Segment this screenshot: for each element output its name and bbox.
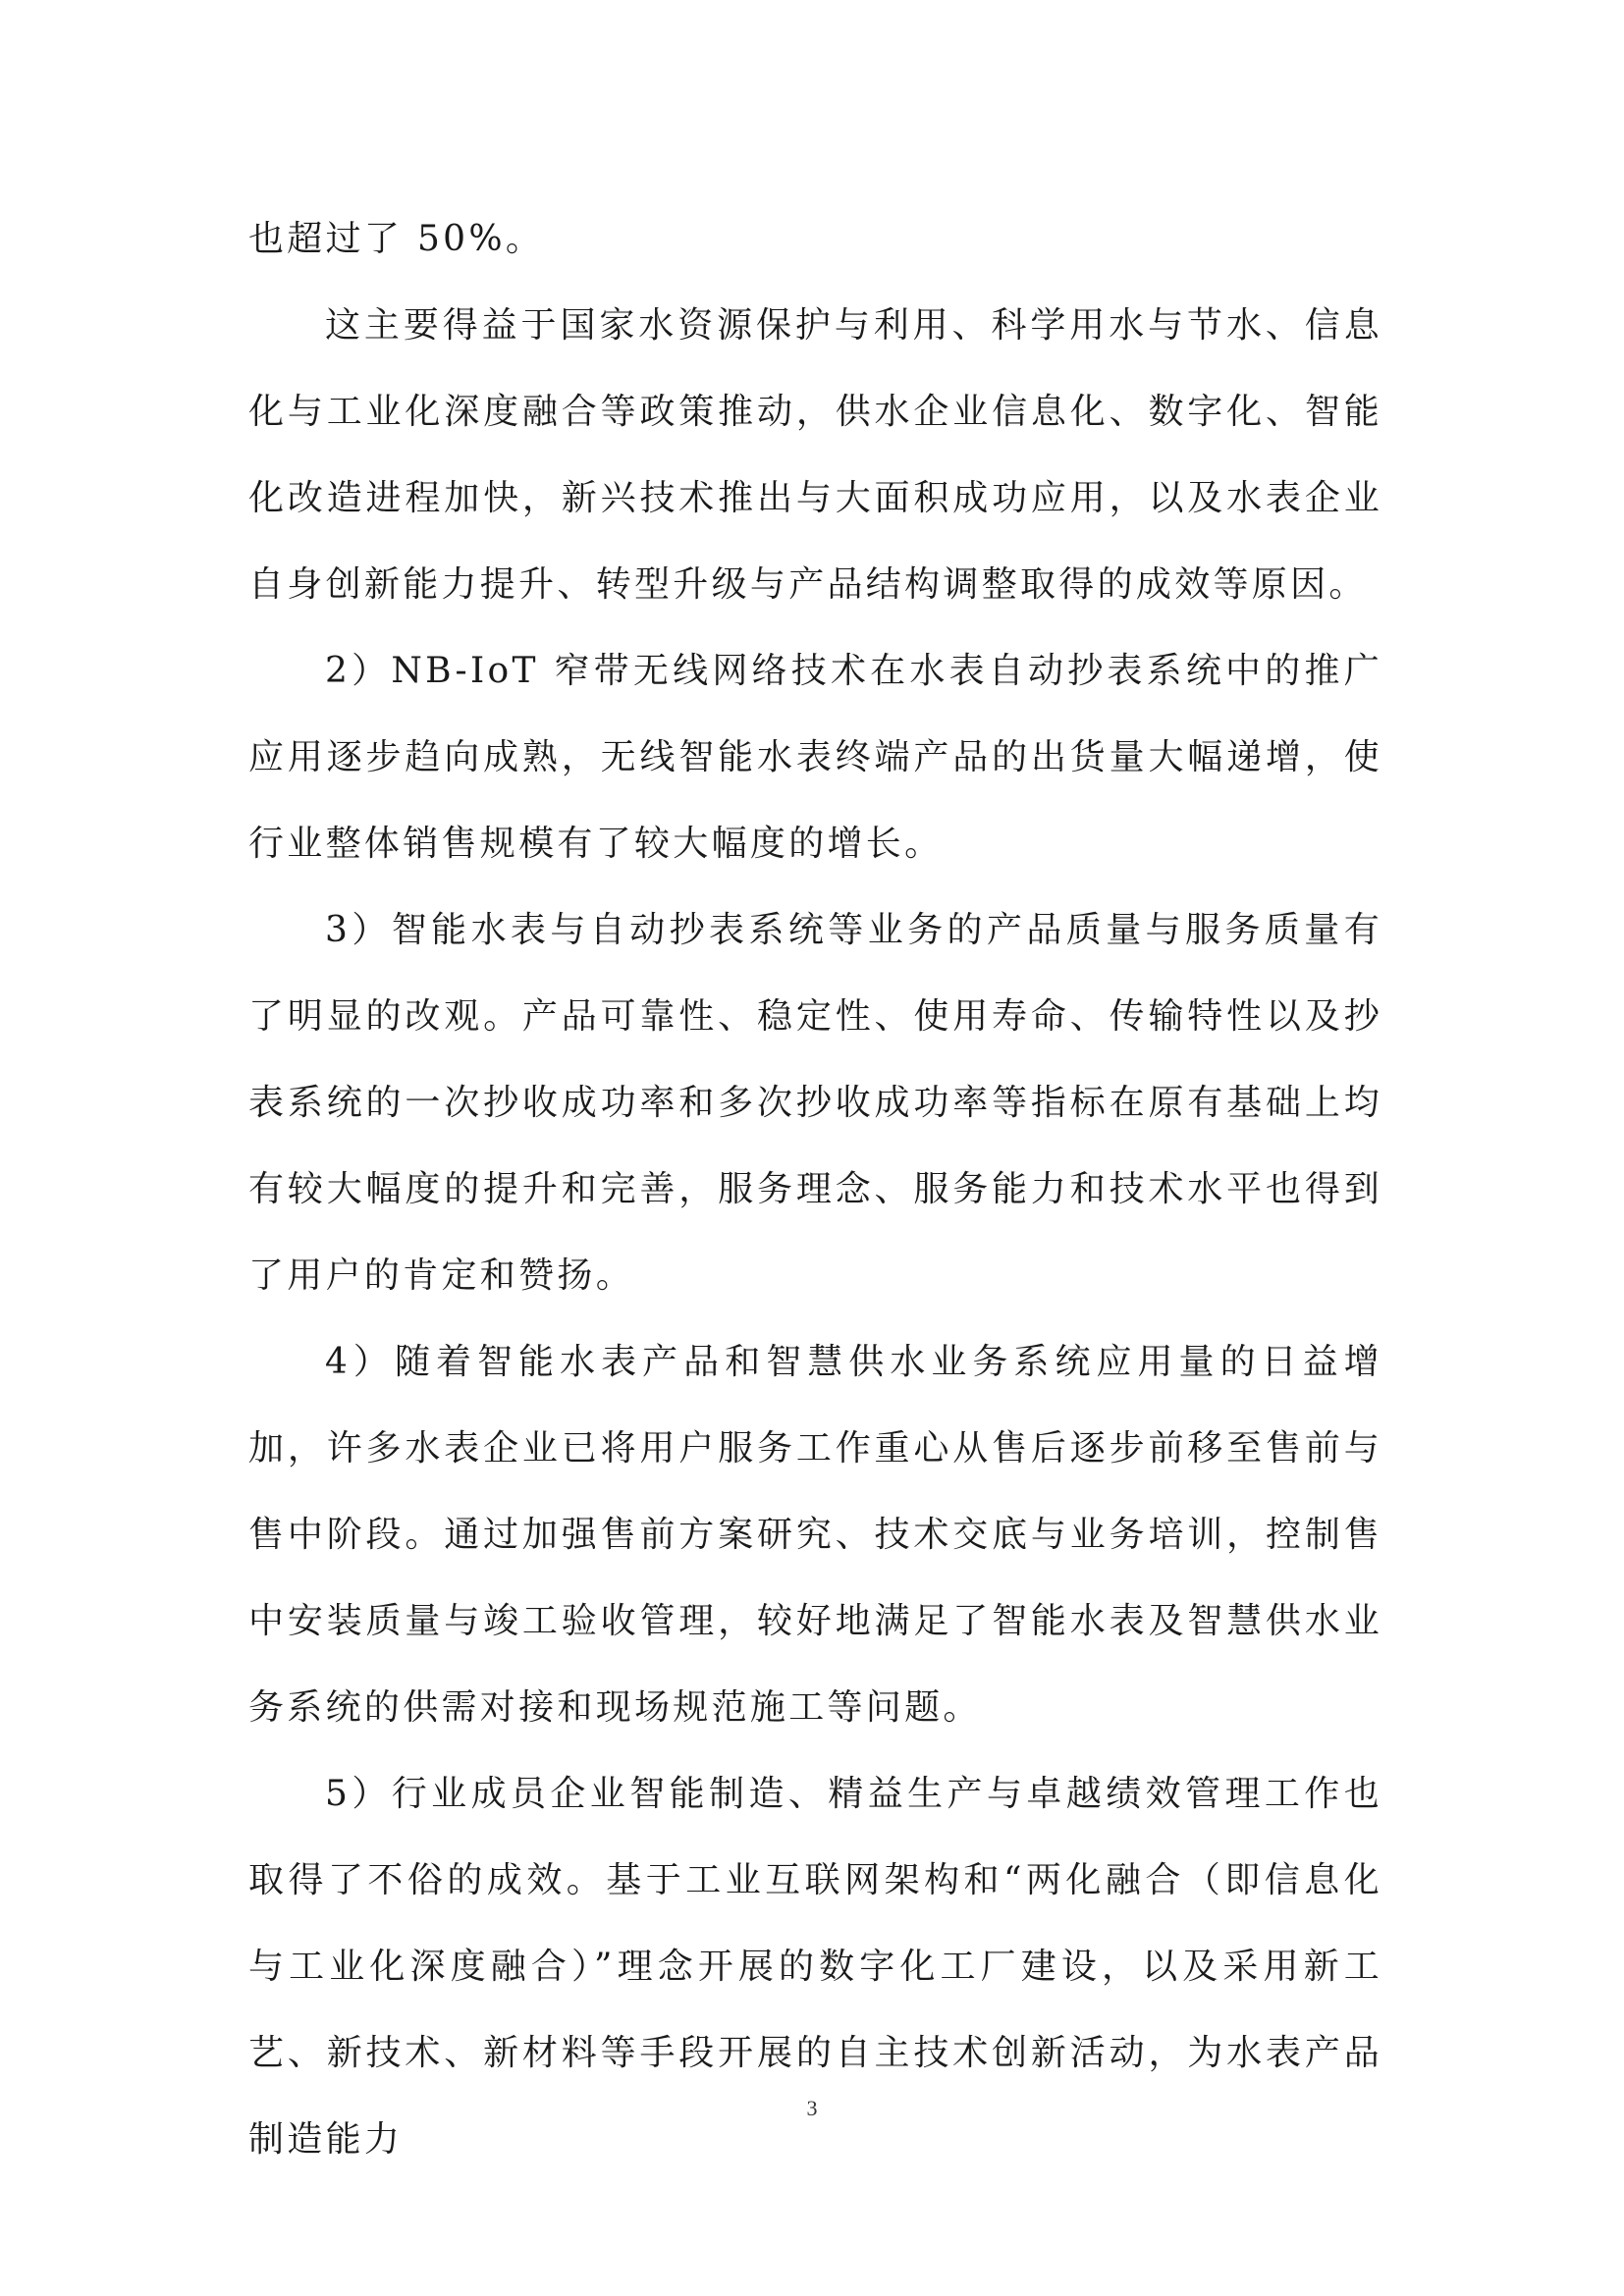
page-number: 3: [806, 2096, 818, 2120]
paragraph-item-3: 3）智能水表与自动抄表系统等业务的产品质量与服务质量有了明显的改观。产品可靠性、稳定性、使用寿命、传输特性以及抄表系统的一次抄收成功率和多次抄收成功率等指标在原有基础上均有较大幅度的提升和完善，服务理念、服务能力和技术水平也得到了用户的肯定和赞扬。: [248, 910, 1382, 1296]
paragraph-reasons: 这主要得益于国家水资源保护与利用、科学用水与节水、信息化与工业化深度融合等政策推动，供水企业信息化、数字化、智能化改造进程加快，新兴技术推出与大面积成功应用，以及水表企业自身创新能力提升、转型升级与产品结构调整取得的成效等原因。: [248, 305, 1382, 605]
paragraph-item-2: 2）NB-IoT 窄带无线网络技术在水表自动抄表系统中的推广应用逐步趋向成熟，无线智能水表终端产品的出货量大幅递增，使行业整体销售规模有了较大幅度的增长。: [248, 651, 1382, 864]
paragraph-item-4: 4）随着智能水表产品和智慧供水业务系统应用量的日益增加，许多水表企业已将用户服务工作重心从售后逐步前移至售前与售中阶段。通过加强售前方案研究、技术交底与业务培训，控制售中安装质量与竣工验收管理，较好地满足了智能水表及智慧供水业务系统的供需对接和现场规范施工等问题。: [248, 1342, 1382, 1728]
paragraph-continuation: 也超过了 50%。: [248, 219, 545, 259]
paragraph-item-5: 5）行业成员企业智能制造、精益生产与卓越绩效管理工作也取得了不俗的成效。基于工业互联网架构和“两化融合（即信息化与工业化深度融合）”理念开展的数字化工厂建设，以及采用新工艺、新技术、新材料等手段开展的自主技术创新活动，为水表产品制造能力: [248, 1774, 1382, 2160]
body-text: [248, 196, 1382, 2183]
